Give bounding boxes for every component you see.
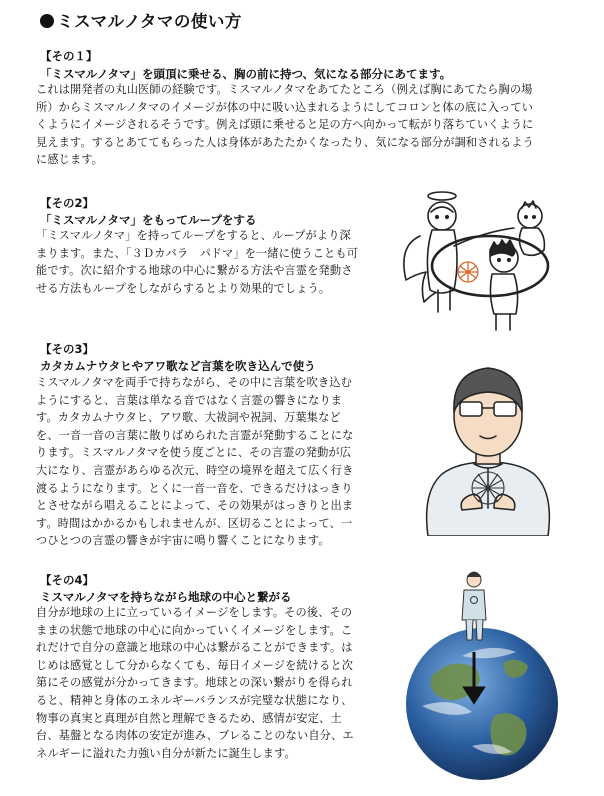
man-on-earth-illustration bbox=[402, 566, 564, 780]
section-3-heading: カタカムナウタヒやアワ歌など言葉を吹き込んで使う bbox=[40, 359, 316, 373]
section-4-body: 自分が地球の上に立っているイメージをします。その後、その ままの状態で地球の中心に向かっていくイメージをします。こ れだけで自分の意識と地球の中心は繋がることができます。は じめは感覚として分からなくても、毎日イメージを続けると次 第にその感覚が分かってきます。地球との深い繋がりを得られ ると、精神と身体のエネルギーバランスが完璧な状態になり、 物事の真実と真理が自然と理解できるため、感情が安定、土 台、基盤となる肉体の安定が進み、ブレることのない自分、エ ネルギーに溢れた力強い自分が新たに誕生します。 bbox=[36, 606, 354, 760]
page-title bbox=[40, 8, 242, 32]
section-1-heading: 「ミスマルノタマ」を頭頂に乗せる、胸の前に持つ、気になる部分にあてます。 bbox=[40, 67, 452, 81]
doctor-holding-sphere-illustration bbox=[418, 360, 558, 536]
section-4-label: 【その4】 bbox=[40, 573, 95, 587]
section-2-body: 「ミスマルノタマ」を持ってループをすると、ループがより深 まります。また、「３Ｄカバラ パドマ」を一緒に使うことも可 能です。次に紹介する地球の中心に繋がる方法や言霊を発動さ せる方法もループをしながらするとより効果的でしょう。 bbox=[36, 229, 359, 295]
section-2-heading: 「ミスマルノタマ」をもってループをする bbox=[40, 213, 257, 227]
angel-loop-illustration bbox=[398, 186, 562, 336]
page-title-text: ミスマルノタマの使い方 bbox=[57, 12, 242, 31]
section-1-body: これは開発者の丸山医師の経験です。ミスマルノタマをあてたところ（例えば胸にあてたら胸の場 所）からミスマルノタマのイメージが体の中に吸い込まれるようにしてコロンと体の底に入ってい くようにイメージされるそうです。例えば頭に乗せると足の方へ向かって転がり落ちていくように 見えます。するとあててもらった人は身体があたたかくなったり、気になる部分が調和されるよう に感じます。 bbox=[36, 83, 534, 167]
section-2-label: 【その2】 bbox=[40, 196, 95, 210]
section-1-label: 【その１】 bbox=[40, 49, 98, 63]
section-3-label: 【その3】 bbox=[40, 342, 95, 356]
section-3-body: ミスマルノタマを両手で持ちながら、その中に言葉を吹き込む ようにすると、言葉は単なる音ではなく言霊の響きになりま す。カタカムナウタヒ、アワ歌、大祓詞や祝詞、万葉集など を、一音一音の言葉に散りばめられた言霊が発動することにな ります。ミスマルノタマを使う度ごとに、その言霊の発動が広 大になり、言霊があらゆる次元、時空の境界を超えて広く行き 渡るようになります。とくに一音一音を、できるだけはっきり とさせながら唱えることによって、その効果がはっきりと出ま す。時間はかかるかもしれませんが、区切ることによって、一 つひとつの言霊の響きが宇宙に鳴り響くことになります。 bbox=[36, 376, 354, 548]
bullet-dot-icon bbox=[40, 14, 54, 28]
section-4-heading: ミスマルノタマを持ちながら地球の中心と繋がる bbox=[40, 590, 292, 604]
